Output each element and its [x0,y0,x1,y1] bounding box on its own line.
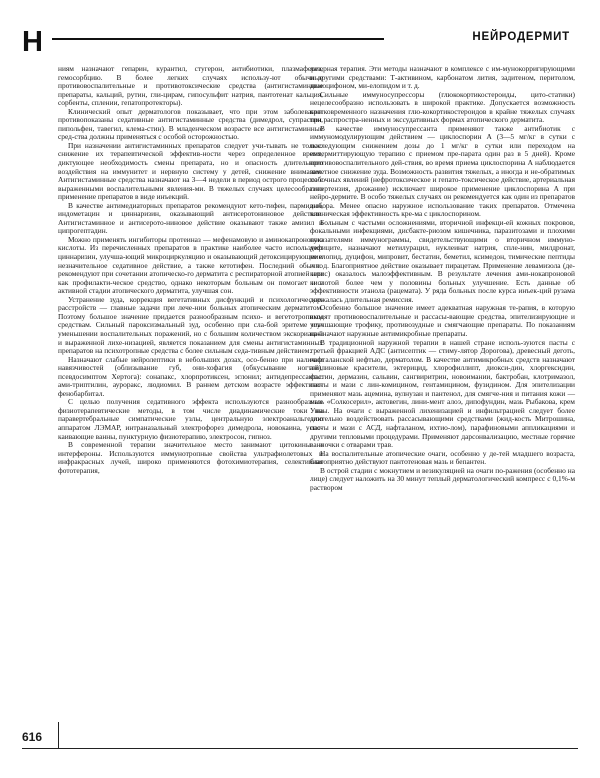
page-number: 616 [22,730,43,744]
paragraph: Можно применять ингибиторы протеиназ — мефенамовую и аминокапроновую кислоты. Из перечисленных препаратов в практике наиболее часто используют циннаризин, улучша-ющий микроциркуляцию и оказывающий детоксицирующее и незначительное седативное действие, а также кетотифен. Последний обычно рекомендуют при сочетании атопическо-го дерматита с респираторной атопией или как профилакти-ческое средство, однако некоторым больным он помогает и в активной стадии атопического дерматита, улучшая сон. [58,234,323,296]
right-column [310,65,575,492]
paragraph: В современной терапии значительное место занимают цитокины и интерфероны. Используются иммунотропные свойства ультрафиолетовых и инфракрасных лучей, широко применяются фотохимиотерапия, селективная фототерапия, [58,440,323,475]
paragraph: Особенно большое значение имеет адекватная наружная те-рапия, в которую входят противовоспалительные и рассасы-вающие средства, эпителизирующие и улучшающие трофику, противозудные и смягчающие препараты. По показаниям на-значают наружные антимикробные препараты. [310,303,575,338]
paragraph: В традиционной наружной терапии в нашей стране исполь-зуются пасты с третьей фракцией АДС (антисептик — стиму-лятор Дорогова), древесный деготь, нафталанской нефтью, дерматолом. В качестве антимикробных средств назначают анилиновые красители, эктерицид, хлорофиллипт, диокси-дин, хлоргексидин, фастин, дермазин, сальвин, сангвиритрин, новоимании, бактробан, клотримазол, пасты и мази с лин-комицином, гентамицином, фузидином. Для эпителизации применяют мазь ацемина, вулнузан и пантенол, для смягче-ния и питания кожи — мазь «Солкосерил», актовегин, лини-мент алоэ, дипофундин, мазь Рыбакова, крем Унны. На очаги с выраженной лихенизацией и инфильтрацией следует более длительно воздействовать рассасывающими средствами (жид-кость Митрошина, пасты и мази с АСД, нафталаном, ихтио-лом), парафиновыми аппликациями и другими тепловыми процедурами. Применяют дарсонвализацию, местные горячие ванночки с отварами трав. [310,337,575,450]
section-title: НЕЙРОДЕРМИТ [472,31,570,43]
header-rule [52,38,384,40]
paragraph: Сильные иммуносупрессоры (глюкокортикостероиды, цито-статики) нецелесообразно использовать в широкой практике. Допускается возможность кратковременного назначения глю-кокортикостероидов в крайне тяжелых случаях при распростра-ненных и экссудативных формах атопического дерматита. [310,89,575,125]
paragraph: Клинический опыт дерматологов показывает, что при этом заболевании противопоказаны седативные антигистаминные средства (димедрол, супрастин, пипольфен, тавегил, клема-стин). В младенческом возрасте все антигистаминные сред-ства должны применяться с особой осторожностью. [58,106,323,142]
paragraph: Больным с частыми осложнениями, вторичной инфекци-ей кожных покровов, фокальными инфекциями, дисбакте-риозом кишечника, паразитозами и плохими показателями иммунограммы, свидетельствующими о вторичном иммуно-дефиците, назначают метилурацил, нуклеинат натрия, сплe-нин, милдронат, миелопид, дуцифон, мипровит, бестатин, беметил, ксимедон, тимические пептиды и т. д. Благоприятное действие оказывает пирацетам. Применение левамизола (де-карис) оказалось малоэффективным. В результате лечения ами-нокапроновой кислотой более чем у половины больных улучшение. Есть данные об эффективности этанола (рацемата). У ряда больных после курса инъек-ций рузама держалась длительная ремиссия. [310,217,575,304]
paragraph: ниям назначают гепарин, курантил, стугерон, антибиотики, плазмаферез, гемосорбцию. В более легких случаях использу-ют обычные противовоспалительные и противотоксические средства (антигистаминные препараты, кальций, рутин, гли-цирам, гипосульфит натрия, пантотенат кальция, сорбенты, сплении, гепатопротекторы). [58,64,323,108]
left-column [58,65,323,475]
paragraph: При назначении антигистаминных препаратов следует учи-тывать не только снижение их терапевтической эффектив-ности через определенное время, диктующее необходимость смены препарата, но и опасность длительного воздействия на иммунитет и нервную систему у детей, снижение внимания. Антигистаминные средства назначают на 3—4 недели в период острого процесса с выраженными воспалительными явления-ми. В тяжелых случаях целесообразно применение препаратов в виде инъекций. [58,140,323,202]
paragraph: В острой стадии с мокнутием и везикуляцией на очаги по-ражения (особенно на лице) следует наложить на 30 минут теплый дерматологический компресс с 0,1%-м раствором [310,465,575,492]
paragraph: В качестве антимедиаторных препаратов рекомендуют кето-тифен, пармидин, индометацин и циннаризин, оказывающий антисеротониновое действие. Антигистаминное и антисерото-ниновое действие оказывают также амизил и ципрогептадин. [58,200,323,236]
paragraph: С целью получения седативного эффекта используются разнообразные физиотерапевтические методы, в том числе диадинамические токи на паравертебральные симпатические узлы, центральную электроанальгезию аппаратом ЛЭМАР, интраназальный электрофорез димедрола, новокаина, успо-каивающие ванны, пунктурную физиотерапию, электросон, гипноз. [58,397,323,441]
paragraph: В качестве иммуносупрессанта применяют также антибиотик с иммуномодулирующим действием — циклоспорин А (3—5 мг/кг в сутки с последующим снижением дозы до 1 мг/кг в сутки или переходом на интермиттирующую терапию с приемом пре-парата один раз в 5 дней). Кроме противовоспалительного дей-ствия, во время приема циклоспорина А наблюдается заметное снижение зуда. Возможность развития тяжелых, а иногда и не-обратимых побочных явлений (нефротоксическое и гепато-токсическое действие, артериальная гипертензия, дрожание) исключает широкое применение циклоспорина А при нейро-дермите. В особо тяжелых случаях он рекомендуется как один из препаратов выбора. Менее опасно наружное использование таких препаратов. Отмечена клиническая эффективность кре-ма с циклоспорином. [310,123,575,219]
section-letter: Н [22,26,43,58]
paragraph: Устранение зуда, коррекция вегетативных дисфункций и психологических расстройств — главные задачи при лече-нии больных атопическим дерматитом. Поэтому большое значение придается разнообразным психо- и вегетотропным средствам. Сильный пароксизмальный зуд, особенно при сла-бой эритеме или уменьшении воспалительных поражений, но с большим количеством экскориаций и выраженной лихе-низацией, является показанием для смены антигистаминных препаратов на психотропные средства с более сильным седа-тивным действием. [58,294,323,356]
paragraph: лазерная терапия. Эти методы назначают в комплексе с им-мунокорригирующими и другими средствами: Т-активином, карбонатом лития, задитеном, перитолом, димоцифоном, ми-елопидом и т. д. [310,64,575,91]
footer-rule [22,748,578,749]
paragraph: На воспалительные атопические очаги, особенно у де-тей младшего возраста, благоприятно действуют пантотеновая мазь и бепантен. [310,448,575,467]
footer-tick [58,722,59,748]
paragraph: Назначают слабые нейролептики в небольших дозах, осо-бенно при наличии навязчивостей (облизывание губ, они-хофагия (обкусывание ногтей), псевдосимптом Хертога): сонапакс, хлорпротиксен, эглонил; антидепрессанты: ами-триптилин, ауроракс, людиомил. В раннем детском возрасте эффективен фенобарбитал. [58,354,323,398]
